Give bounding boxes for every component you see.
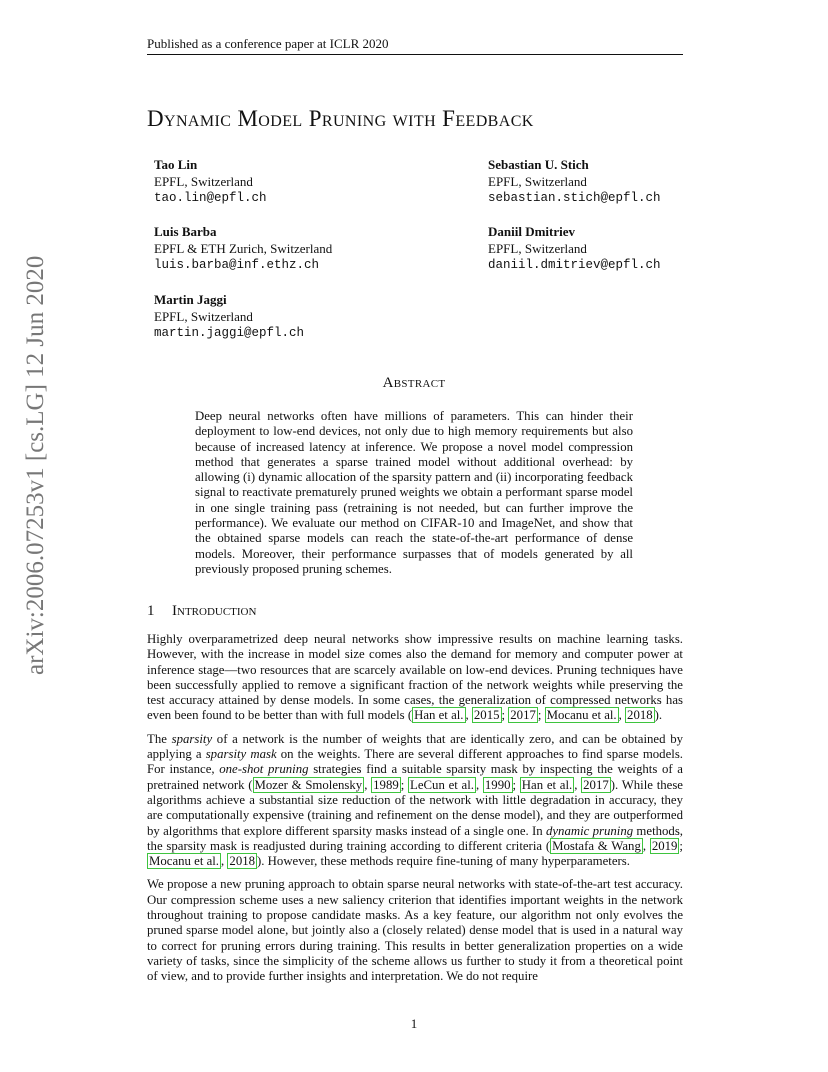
text-run: ). However, these methods require fine-tuning of many hyperparameters. <box>257 854 630 869</box>
author-affiliation: EPFL, Switzerland <box>154 308 253 324</box>
text-run: ; <box>501 708 509 723</box>
author-name: Daniil Dmitriev <box>488 224 576 239</box>
author-name: Sebastian U. Stich <box>488 157 589 172</box>
author-email[interactable]: daniil.dmitriev@epfl.ch <box>488 258 661 272</box>
author-block <box>488 157 661 207</box>
author-affiliation: EPFL, Switzerland <box>154 173 253 189</box>
citation-link[interactable]: LeCun et al. <box>410 777 474 792</box>
text-run: ). <box>654 708 663 723</box>
section-number: 1 <box>147 603 155 619</box>
paper-title: Dynamic Model Pruning with Feedback <box>147 106 534 131</box>
page-number: 1 <box>410 1016 418 1031</box>
author-name: Luis Barba <box>154 224 217 239</box>
text-run: , <box>364 777 372 792</box>
citation-link[interactable]: Mostafa & Wang <box>552 838 641 853</box>
text-run: , <box>574 777 582 792</box>
citation-link[interactable]: 2017 <box>510 708 536 723</box>
text-run: The <box>147 731 172 746</box>
emphasis: sparsity mask <box>205 747 277 762</box>
citation-link[interactable]: 2017 <box>583 777 609 792</box>
text-run: ; <box>679 838 683 853</box>
text-run: ; <box>400 777 409 792</box>
author-email[interactable]: martin.jaggi@epfl.ch <box>154 326 305 340</box>
citation-link[interactable]: Mocanu et al. <box>149 854 220 869</box>
paragraph <box>147 732 683 870</box>
citation-link[interactable]: Han et al. <box>414 708 464 723</box>
citation-link[interactable]: 2018 <box>627 708 653 723</box>
text-run: Highly overparametrized deep neural networks show impressive results on machine learning tasks. However, with the increase in model size comes also the demand for memory and computer power at inference stage—two resources that are scarcely available on low-end devices. Pruning techniques have been successfully applied to remove a significant fraction of the network weights while preserving the test accuracy attained by dense models. In some cases, the generalization of compressed networks has even been found to be better than with full models ( <box>147 632 683 723</box>
citation-link[interactable]: Mozer & Smolensky <box>254 777 363 792</box>
text-run: ; <box>537 708 545 723</box>
running-header: Published as a conference paper at ICLR 2020 <box>147 36 389 51</box>
text-run: , <box>465 708 472 723</box>
citation-link[interactable]: Mocanu et al. <box>546 708 617 723</box>
text-run: , <box>618 708 626 723</box>
text-run: , <box>475 777 483 792</box>
text-run: , <box>221 854 228 869</box>
author-affiliation: EPFL, Switzerland <box>488 173 587 189</box>
body-text <box>147 632 683 993</box>
emphasis: one-shot pruning <box>219 762 309 777</box>
abstract-text: Deep neural networks often have millions of parameters. This can hinder their deployment to low-end devices, not only due to high memory requirements but also because of increased latency at inference. We propose a novel model compression method that generates a sparse trained model without additional overhead: by allowing (i) dynamic allocation of the sparsity pattern and (ii) incorporating feedback signal to reactivate prematurely pruned weights we obtain a performant sparse model in one single training pass (retraining is not needed, but can further improve the performance). We evaluate our method on CIFAR-10 and ImageNet, and show that the obtained sparse models can reach the state-of-the-art performance of dense models. Moreover, their performance surpasses that of models generated by all previously proposed pruning schemes. <box>195 409 633 576</box>
author-block <box>154 292 304 342</box>
author-affiliation: EPFL, Switzerland <box>488 240 587 256</box>
text-run: on the weights. There are several different approaches to find sparse models. For instance, <box>147 747 683 777</box>
author-name: Tao Lin <box>154 157 198 172</box>
text-run: methods, the sparsity mask is readjusted during training according to different criteria ( <box>147 823 683 853</box>
arxiv-stamp: arXiv:2006.07253v1 [cs.LG] 12 Jun 2020 <box>22 255 49 675</box>
citation-link[interactable]: Han et al. <box>521 777 573 792</box>
text-run: ). While these algorithms achieve a substantial size reduction of the network with little degradation in accuracy, they are computationally expensive (training and refinement on the dense model), and they are outperformed by algorithms that explore different sparsity masks instead of a single one. In <box>147 777 683 838</box>
citation-link[interactable]: 2015 <box>473 708 500 723</box>
text-run: ; <box>512 777 520 792</box>
author-name: Martin Jaggi <box>154 292 227 307</box>
emphasis: sparsity <box>171 731 213 746</box>
author-email[interactable]: tao.lin@epfl.ch <box>154 191 267 205</box>
abstract-heading: Abstract <box>382 375 446 391</box>
author-email[interactable]: sebastian.stich@epfl.ch <box>488 191 661 205</box>
citation-link[interactable]: 2018 <box>229 854 256 869</box>
citation-link[interactable]: 1990 <box>484 777 511 792</box>
section-title: Introduction <box>172 603 257 619</box>
author-block <box>154 224 332 274</box>
author-block <box>154 157 267 207</box>
paragraph: We propose a new pruning approach to obtain sparse neural networks with state-of-the-art test accuracy. Our compression scheme uses a new saliency criterion that identifies important weights in the network throughout training to propose candidate masks. As a key feature, our algorithm not only evolves the pruned sparse model alone, but jointly also a (closely related) dense model that is used in a natural way to correct for pruning errors during training. This results in better generalization properties on a wide variety of tasks, since the simplicity of the scheme allows us further to study it from a theoretical point of view, and to provide further insights and interpretation. We do not require <box>147 877 683 984</box>
header-rule <box>147 54 683 55</box>
author-affiliation: EPFL & ETH Zurich, Switzerland <box>154 240 333 256</box>
section-heading <box>147 603 256 620</box>
text-run: strategies find a suitable sparsity mask by inspecting the weights of a pretrained network ( <box>147 762 683 792</box>
text-run: , <box>642 838 650 853</box>
citation-link[interactable]: 2019 <box>651 838 678 853</box>
author-email[interactable]: luis.barba@inf.ethz.ch <box>154 258 320 272</box>
paragraph <box>147 632 683 724</box>
citation-link[interactable]: 1989 <box>373 777 399 792</box>
emphasis: dynamic pruning <box>545 823 634 838</box>
author-block <box>488 224 661 274</box>
text-run: of a network is the number of weights that are identically zero, and can be obtained by applying a <box>147 731 683 762</box>
